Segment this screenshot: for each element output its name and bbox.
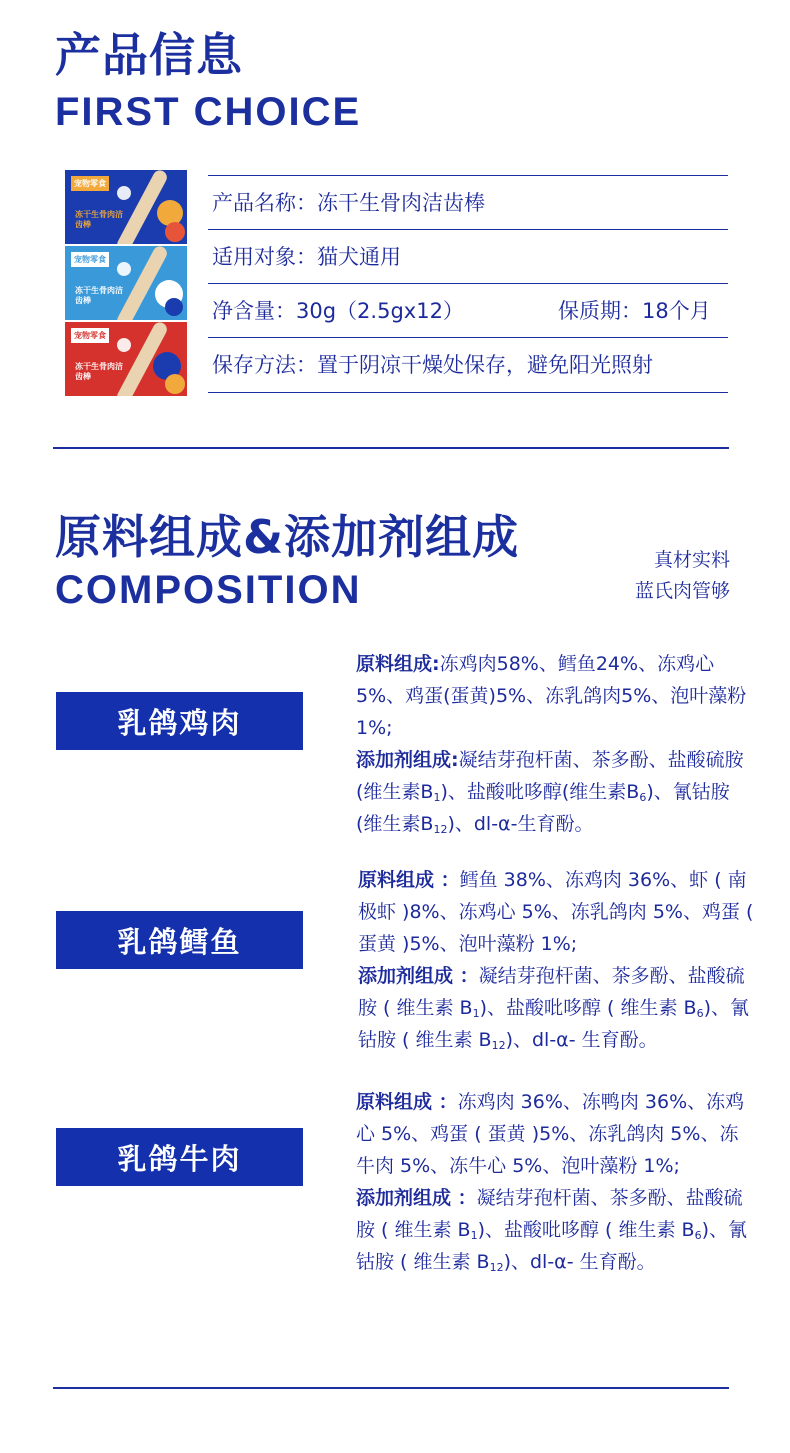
raw-text: 冻鸡肉 36%、冻鸭肉 36%、冻鸡心 5%、鸡蛋 ( 蛋黄 )5%、冻乳鸽肉 5%、冻牛肉 5%、冻牛心 5%、泡叶藻粉 1%; [356,1091,745,1177]
tagline-1: 真材实料 [653,549,730,571]
add-text: )、dl-α- 生育酚。 [505,1029,658,1051]
divider [208,337,728,338]
add-text: )、氰钴胺(维生素B [356,781,730,835]
subscript: 1 [472,1007,480,1020]
section2-title-cn: 原料组成&添加剂组成 [55,510,520,564]
divider [208,392,728,393]
flower-decor [165,298,183,316]
subscript: 12 [491,1039,506,1052]
add-title: 添加剂组成: [356,749,459,771]
divider [208,175,728,176]
subscript: 1 [470,1229,478,1242]
raw-text: 鳕鱼 38%、冻鸡肉 36%、虾 ( 南极虾 )8%、冻鸡心 5%、冻乳鸽肉 5%、鸡蛋 ( 蛋黄 )5%、泡叶藻粉 1%; [358,869,754,955]
add-title: 添加剂组成 ： [358,965,479,987]
brand-logo-icon [117,338,131,352]
section-divider [53,447,729,449]
composition-block-1 [356,648,756,840]
brand-logo-icon [117,262,131,276]
divider [208,283,728,284]
raw-text: 冻鸡肉58%、鳕鱼24%、冻鸡心5%、鸡蛋(蛋黄)5%、冻乳鸽肉5%、泡叶藻粉1%; [356,653,747,739]
flavor-label-1: 乳鸽鸡肉 [56,692,303,750]
composition-block-2 [358,864,758,1056]
subscript: 6 [696,1007,704,1020]
add-text: )、盐酸吡哆醇 ( 维生素 B [477,1219,695,1241]
add-text: 凝结芽孢杆菌、茶多酚、盐酸硫胺 ( 维生素 B [356,1187,743,1241]
add-text: )、氰钴胺 ( 维生素 B [358,997,749,1051]
info-net-weight: 净含量：30g（2.5gx12） [212,299,464,323]
additives [356,1182,756,1278]
raw-ingredients [356,648,756,744]
info-product-name: 产品名称：冻干生骨肉洁齿棒 [212,191,485,215]
brand-logo-icon [117,186,131,200]
subscript: 12 [489,1261,504,1274]
add-text: 凝结芽孢杆菌、茶多酚、盐酸硫胺(维生素B [356,749,744,803]
product-package-3 [65,322,187,396]
flavor-label-2: 乳鸽鳕鱼 [56,911,303,969]
subscript: 12 [433,823,448,836]
additives [356,744,756,840]
add-text: )、盐酸吡哆醇(维生素B [440,781,640,803]
flower-decor [165,374,185,394]
package-tag: 宠物零食 [71,328,109,343]
product-package-1 [65,170,187,244]
subscript: 6 [694,1229,702,1242]
additives [358,960,758,1056]
package-name: 冻干生骨肉洁齿棒 [75,210,123,229]
package-name: 冻干生骨肉洁齿棒 [75,362,123,381]
raw-title: 原料组成 ： [356,1091,458,1113]
subscript: 1 [433,791,441,804]
section2-title-en: COMPOSITION [55,568,362,612]
flower-decor [165,222,185,242]
add-title: 添加剂组成 ： [356,1187,477,1209]
product-package-2 [65,246,187,320]
info-storage: 保存方法：置于阴凉干燥处保存，避免阳光照射 [212,353,653,377]
section1-title-en: FIRST CHOICE [55,90,362,134]
raw-title: 原料组成: [356,653,440,675]
raw-ingredients [358,864,758,960]
tagline-2: 蓝氏肉管够 [634,580,730,602]
add-text: )、dl-α-生育酚。 [447,813,594,835]
bottom-divider [53,1387,729,1389]
add-text: )、盐酸吡哆醇 ( 维生素 B [479,997,697,1019]
package-name: 冻干生骨肉洁齿棒 [75,286,123,305]
subscript: 6 [639,791,647,804]
add-text: 凝结芽孢杆菌、茶多酚、盐酸硫胺 ( 维生素 B [358,965,745,1019]
add-text: )、氰钴胺 ( 维生素 B [356,1219,747,1273]
section1-title-cn: 产品信息 [55,28,243,82]
divider [208,229,728,230]
composition-block-3 [356,1086,756,1278]
info-shelf-life: 保质期：18个月 [558,299,711,323]
add-text: )、dl-α- 生育酚。 [503,1251,656,1273]
raw-title: 原料组成 ： [358,869,460,891]
flavor-label-3: 乳鸽牛肉 [56,1128,303,1186]
package-tag: 宠物零食 [71,176,109,191]
info-target: 适用对象：猫犬通用 [212,245,401,269]
package-tag: 宠物零食 [71,252,109,267]
raw-ingredients [356,1086,756,1182]
